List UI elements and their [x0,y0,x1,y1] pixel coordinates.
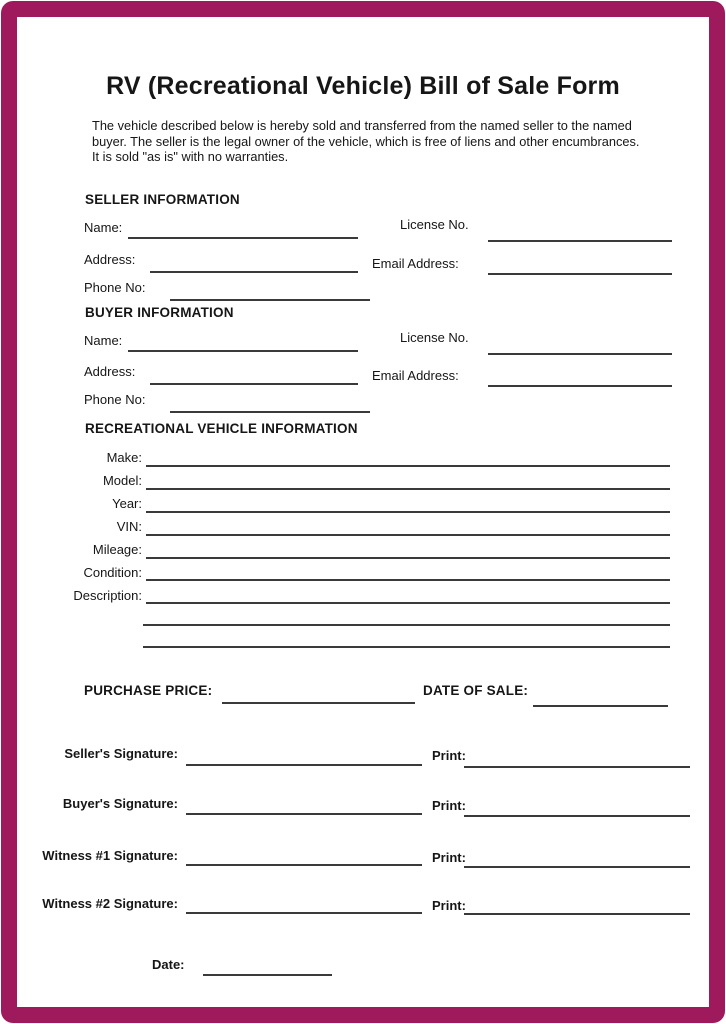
witness2-print-label: Print: [432,898,466,913]
buyer-print-field[interactable] [464,815,690,817]
seller-name-field[interactable] [128,237,358,239]
vehicle-year-label: Year: [112,496,142,511]
seller-license-field[interactable] [488,240,672,242]
vehicle-condition-field[interactable] [146,579,670,581]
seller-license-label: License No. [400,217,469,232]
buyer-phone-label: Phone No: [84,392,146,407]
buyer-address-field[interactable] [150,383,358,385]
seller-phone-label: Phone No: [84,280,146,295]
vehicle-make-field[interactable] [146,465,670,467]
vehicle-vin-field[interactable] [146,534,670,536]
date-field[interactable] [203,974,332,976]
buyer-signature-label: Buyer's Signature: [62,796,178,811]
purchase-price-label: PURCHASE PRICE: [84,683,213,698]
buyer-name-field[interactable] [128,350,358,352]
vehicle-year-field[interactable] [146,511,670,513]
vehicle-mileage-field[interactable] [146,557,670,559]
buyer-email-field[interactable] [488,385,672,387]
vehicle-make-label: Make: [106,450,142,465]
vehicle-condition-label: Condition: [83,565,142,580]
witness1-signature-label: Witness #1 Signature: [42,848,178,863]
buyer-license-field[interactable] [488,353,672,355]
seller-address-field[interactable] [150,271,358,273]
witness2-signature-label: Witness #2 Signature: [42,896,178,911]
seller-signature-field[interactable] [186,764,422,766]
vehicle-description-label: Description: [73,588,142,603]
seller-email-field[interactable] [488,273,672,275]
date-label: Date: [152,957,185,972]
buyer-license-label: License No. [400,330,469,345]
witness1-print-label: Print: [432,850,466,865]
vehicle-description-field-line2[interactable] [143,624,670,626]
vehicle-description-field-line3[interactable] [143,646,670,648]
buyer-section-heading: BUYER INFORMATION [85,305,234,320]
witness1-signature-field[interactable] [186,864,422,866]
witness2-print-field[interactable] [464,913,690,915]
vehicle-mileage-label: Mileage: [92,542,142,557]
seller-section-heading: SELLER INFORMATION [85,192,240,207]
vehicle-model-field[interactable] [146,488,670,490]
vehicle-model-label: Model: [102,473,142,488]
witness1-print-field[interactable] [464,866,690,868]
vehicle-section-heading: RECREATIONAL VEHICLE INFORMATION [85,421,358,436]
seller-signature-label: Seller's Signature: [64,746,178,761]
seller-address-label: Address: [84,252,136,267]
buyer-print-label: Print: [432,798,466,813]
buyer-email-label: Email Address: [372,368,459,383]
seller-phone-field[interactable] [170,299,370,301]
seller-name-label: Name: [84,220,123,235]
buyer-phone-field[interactable] [170,411,370,413]
buyer-name-label: Name: [84,333,123,348]
buyer-signature-field[interactable] [186,813,422,815]
seller-print-field[interactable] [464,766,690,768]
seller-email-label: Email Address: [372,256,459,271]
date-of-sale-label: DATE OF SALE: [423,683,529,698]
buyer-address-label: Address: [84,364,136,379]
purchase-price-field[interactable] [222,702,415,704]
form-intro: The vehicle described below is hereby sold and transferred from the named seller to the named buyer. The seller is the legal owner of the vehicle, which is free of liens and other encumbrances. It is sold "as is" with no warranties. [92,118,640,165]
date-of-sale-field[interactable] [533,705,668,707]
vehicle-vin-label: VIN: [116,519,142,534]
vehicle-description-field[interactable] [146,602,670,604]
witness2-signature-field[interactable] [186,912,422,914]
seller-print-label: Print: [432,748,466,763]
page-title: RV (Recreational Vehicle) Bill of Sale Form [106,72,620,100]
